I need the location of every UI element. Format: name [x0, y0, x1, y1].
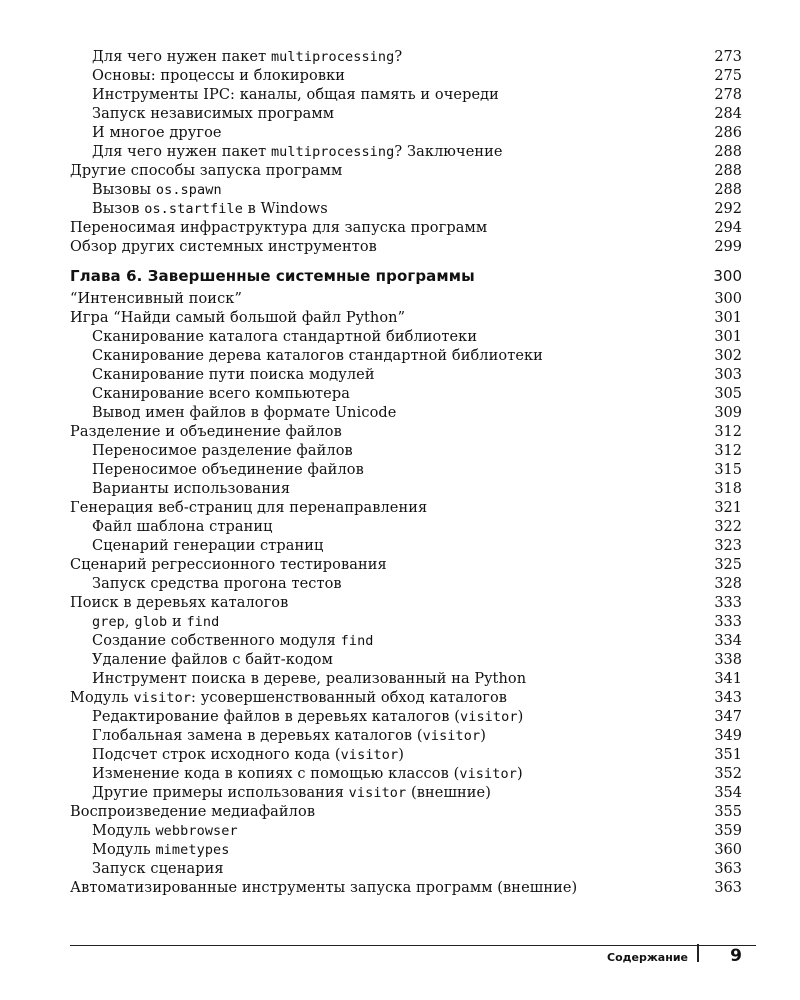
toc-entry: [0, 461, 800, 480]
toc-page-number: 325: [714, 557, 742, 573]
toc-entry-title: [92, 48, 402, 67]
toc-entry-title: [92, 200, 328, 219]
toc-entry: [0, 404, 800, 423]
toc-entry-title: [92, 67, 345, 86]
toc-entry-title: [92, 181, 222, 200]
chapter-heading: [0, 267, 800, 286]
title-fragment: Разделение и объединение файлов: [70, 424, 342, 440]
toc-page-number: 354: [714, 785, 742, 801]
toc-entry: [0, 480, 800, 499]
toc-entry-title: [92, 385, 350, 404]
toc-entry: [0, 309, 800, 328]
toc-page-number: 338: [714, 652, 742, 668]
toc-page-number: 328: [714, 576, 742, 592]
title-fragment: Игра “Найди самый большой файл Python”: [70, 310, 406, 326]
toc-entry: [0, 238, 800, 257]
toc-entry: [0, 556, 800, 575]
title-fragment: ): [398, 747, 404, 763]
title-fragment: Переносимая инфраструктура для запуска программ: [70, 220, 488, 236]
toc-entry-title: [92, 537, 323, 556]
toc-page-number: 292: [714, 201, 742, 217]
toc-entry: [0, 613, 800, 632]
title-fragment: Варианты использования: [92, 481, 291, 497]
title-fragment: Автоматизированные инструменты запуска программ (внешние): [70, 880, 578, 896]
toc-page-number: 355: [714, 804, 742, 820]
title-fragment: Сценарий регрессионного тестирования: [70, 557, 387, 573]
toc-entry: [0, 822, 800, 841]
toc-entry: [0, 219, 800, 238]
toc-entry-title: [92, 143, 503, 162]
title-fragment: Глобальная замена в деревьях каталогов (: [92, 728, 423, 744]
toc-entry: [0, 86, 800, 105]
toc-entry: [0, 105, 800, 124]
code-fragment: find: [186, 614, 220, 630]
toc-entry: [0, 442, 800, 461]
title-fragment: Запуск сценария: [92, 861, 224, 877]
toc-entry: [0, 385, 800, 404]
toc-entry: [0, 803, 800, 822]
toc-entry: [0, 594, 800, 613]
toc-entry-title: [92, 518, 273, 537]
title-fragment: ): [517, 709, 524, 725]
toc-page-number: 302: [714, 348, 742, 364]
toc-entry: [0, 67, 800, 86]
title-fragment: ,: [124, 614, 135, 630]
toc-entry-title: [92, 575, 342, 594]
title-fragment: Вызовы: [92, 182, 156, 198]
toc-page-number: 363: [714, 880, 742, 896]
toc-entry-title: [92, 328, 477, 347]
title-fragment: Воспроизведение медиафайлов: [70, 804, 316, 820]
toc-entry: [0, 860, 800, 879]
toc-page-number: 288: [714, 144, 742, 160]
toc-entry-title: [70, 879, 577, 898]
toc-entry-title: [70, 423, 342, 442]
code-fragment: mimetypes: [155, 842, 230, 858]
footer-rule: [70, 945, 756, 946]
title-fragment: Модуль: [92, 842, 156, 858]
toc-entry-title: [92, 105, 334, 124]
toc-entry: [0, 518, 800, 537]
toc-page-number: 360: [714, 842, 742, 858]
toc-entry: [0, 423, 800, 442]
title-fragment: Обзор других системных инструментов: [70, 239, 377, 255]
title-fragment: Сканирование каталога стандартной библиотеки: [92, 329, 478, 345]
toc-entry-title: [92, 613, 219, 632]
toc-entry-title: [92, 404, 396, 423]
title-fragment: Подсчет строк исходного кода (: [92, 747, 341, 763]
code-fragment: visitor: [340, 747, 399, 763]
toc-page-number: 303: [714, 367, 742, 383]
toc-entry-title: [70, 267, 475, 286]
toc-entry: [0, 632, 800, 651]
toc-page-number: 343: [714, 690, 742, 706]
footer-separator: [697, 944, 699, 962]
toc-page-number: 341: [714, 671, 742, 687]
title-fragment: ?: [394, 49, 403, 65]
toc-page-number: 278: [714, 87, 742, 103]
title-fragment: Поиск в деревьях каталогов: [70, 595, 289, 611]
toc-page-number: 315: [714, 462, 742, 478]
toc-page-number: 318: [714, 481, 742, 497]
toc-entry-title: [92, 727, 486, 746]
title-fragment: и: [167, 614, 187, 630]
code-fragment: visitor: [459, 766, 517, 782]
title-fragment: ? Заключение: [394, 144, 503, 160]
toc-entry: [0, 499, 800, 518]
title-fragment: Сканирование дерева каталогов стандартной библиотеки: [92, 348, 543, 364]
toc-page-number: 288: [714, 163, 742, 179]
toc-entry-title: [92, 841, 230, 860]
toc-entry: [0, 727, 800, 746]
toc-entry-title: [70, 290, 242, 309]
title-fragment: Генерация веб-страниц для перенаправления: [70, 500, 428, 516]
toc-entry: [0, 328, 800, 347]
toc-entry: [0, 124, 800, 143]
toc-entry-title: [92, 124, 222, 143]
toc-entry: [0, 689, 800, 708]
toc-page-number: 275: [714, 68, 742, 84]
title-fragment: Другие способы запуска программ: [70, 163, 343, 179]
toc-entry-title: [92, 480, 290, 499]
toc-entry-title: [70, 594, 288, 613]
title-fragment: Сканирование пути поиска модулей: [92, 367, 375, 383]
toc-entry-title: [92, 765, 523, 784]
title-fragment: И многое другое: [92, 125, 222, 141]
toc-page-number: 301: [714, 329, 742, 345]
toc-entry: [0, 537, 800, 556]
toc-entry: [0, 575, 800, 594]
title-fragment: ): [480, 728, 486, 744]
toc-page-number: 347: [714, 709, 742, 725]
code-fragment: webbrowser: [155, 823, 238, 839]
toc-page-number: 322: [714, 519, 742, 535]
code-fragment: multiprocessing: [270, 144, 395, 160]
toc-entry-title: [70, 556, 387, 575]
code-fragment: visitor: [459, 709, 518, 725]
toc-entry-title: [92, 347, 543, 366]
code-fragment: glob: [134, 614, 168, 630]
toc-entry-title: [92, 708, 523, 727]
toc-entry-title: [92, 670, 526, 689]
toc-entry-title: [70, 238, 377, 257]
toc-page-number: 352: [714, 766, 742, 782]
code-fragment: visitor: [133, 690, 192, 706]
toc-entry-title: [70, 499, 427, 518]
code-fragment: multiprocessing: [270, 49, 395, 65]
toc-page-number: 284: [714, 106, 742, 122]
title-fragment: Редактирование файлов в деревьях каталогов (: [92, 709, 460, 725]
toc-page-number: 294: [714, 220, 742, 236]
toc-entry: [0, 181, 800, 200]
code-fragment: grep: [92, 614, 125, 630]
toc-entry-title: [92, 461, 364, 480]
code-fragment: find: [340, 633, 374, 649]
title-fragment: Файл шаблона страниц: [92, 519, 273, 535]
toc-entry-title: [92, 860, 224, 879]
title-fragment: Для чего нужен пакет: [92, 49, 271, 65]
toc-entry-title: [92, 86, 499, 105]
toc-entry-title: [92, 651, 333, 670]
toc-entry: [0, 879, 800, 898]
toc-entry-title: [92, 746, 404, 765]
toc-page-number: 333: [714, 595, 742, 611]
title-fragment: Удаление файлов с байт-кодом: [92, 652, 333, 668]
toc-entry: [0, 48, 800, 67]
toc-entry-title: [70, 309, 405, 328]
toc-page-number: 351: [714, 747, 742, 763]
title-fragment: Сканирование всего компьютера: [92, 386, 350, 402]
toc-entry: [0, 143, 800, 162]
title-fragment: Модуль: [70, 690, 134, 706]
toc-page-number: 359: [714, 823, 742, 839]
title-fragment: Другие примеры использования: [92, 785, 349, 801]
toc-entry-title: [92, 442, 353, 461]
title-fragment: ): [516, 766, 523, 782]
title-fragment: Вывод имен файлов в формате Unicode: [92, 405, 397, 421]
toc-page-number: 312: [714, 443, 742, 459]
toc-entry-title: [92, 366, 375, 385]
toc-page-number: 309: [714, 405, 742, 421]
toc-entry-title: [92, 784, 491, 803]
title-fragment: Глава 6. Завершенные системные программы: [70, 267, 475, 285]
toc-entry: [0, 366, 800, 385]
toc-entry: [0, 290, 800, 309]
toc-entry-title: [70, 803, 315, 822]
toc-entry: [0, 651, 800, 670]
toc-entry-title: [70, 689, 507, 708]
toc-entry: [0, 347, 800, 366]
title-fragment: Запуск независимых программ: [92, 106, 335, 122]
toc-entry: [0, 200, 800, 219]
toc-entry: [0, 841, 800, 860]
title-fragment: Сценарий генерации страниц: [92, 538, 324, 554]
code-fragment: os.spawn: [155, 182, 222, 198]
toc-entry: [0, 162, 800, 181]
toc-page-number: 288: [714, 182, 742, 198]
toc-page-number: 363: [714, 861, 742, 877]
toc-page-number: 349: [714, 728, 742, 744]
title-fragment: Изменение кода в копиях с помощью классов (: [92, 766, 460, 782]
code-fragment: visitor: [422, 728, 481, 744]
code-fragment: visitor: [348, 785, 407, 801]
title-fragment: Запуск средства прогона тестов: [92, 576, 342, 592]
title-fragment: Для чего нужен пакет: [92, 144, 271, 160]
toc-page-number: 301: [714, 310, 742, 326]
toc-page-number: 273: [714, 49, 742, 65]
title-fragment: (внешние): [406, 785, 491, 801]
toc-entry-title: [70, 219, 487, 238]
toc-entry: [0, 784, 800, 803]
toc-page-number: 286: [714, 125, 742, 141]
title-fragment: “Интенсивный поиск”: [70, 291, 242, 307]
toc-page-number: 312: [714, 424, 742, 440]
toc-entry: [0, 670, 800, 689]
running-footer-label: Содержание: [607, 951, 688, 964]
toc-entry: [0, 708, 800, 727]
toc-page-number: 305: [714, 386, 742, 402]
title-fragment: Инструмент поиска в дереве, реализованный на Python: [92, 671, 527, 687]
toc-entry-title: [70, 162, 342, 181]
title-fragment: Переносимое объединение файлов: [92, 462, 364, 478]
title-fragment: Инструменты IPC: каналы, общая память и очереди: [92, 87, 499, 103]
title-fragment: Основы: процессы и блокировки: [92, 68, 346, 84]
toc-page-number: 299: [714, 239, 742, 255]
title-fragment: Вызов: [92, 201, 145, 217]
toc-page-number: 334: [714, 633, 742, 649]
toc-entry-title: [92, 632, 374, 651]
page-number: 9: [730, 946, 742, 966]
toc-entry: [0, 765, 800, 784]
title-fragment: Создание собственного модуля: [92, 633, 341, 649]
toc-page-number: 323: [714, 538, 742, 554]
code-fragment: os.startfile: [144, 201, 243, 217]
title-fragment: : усовершенствованный обход каталогов: [191, 690, 508, 706]
toc-entry: [0, 746, 800, 765]
toc-page-number: 300: [713, 267, 742, 285]
toc-page-number: 300: [714, 291, 742, 307]
toc-entry-title: [92, 822, 238, 841]
title-fragment: Модуль: [92, 823, 156, 839]
title-fragment: Переносимое разделение файлов: [92, 443, 353, 459]
title-fragment: в Windows: [242, 201, 328, 217]
toc-page-number: 333: [714, 614, 742, 630]
toc-page-number: 321: [714, 500, 742, 516]
